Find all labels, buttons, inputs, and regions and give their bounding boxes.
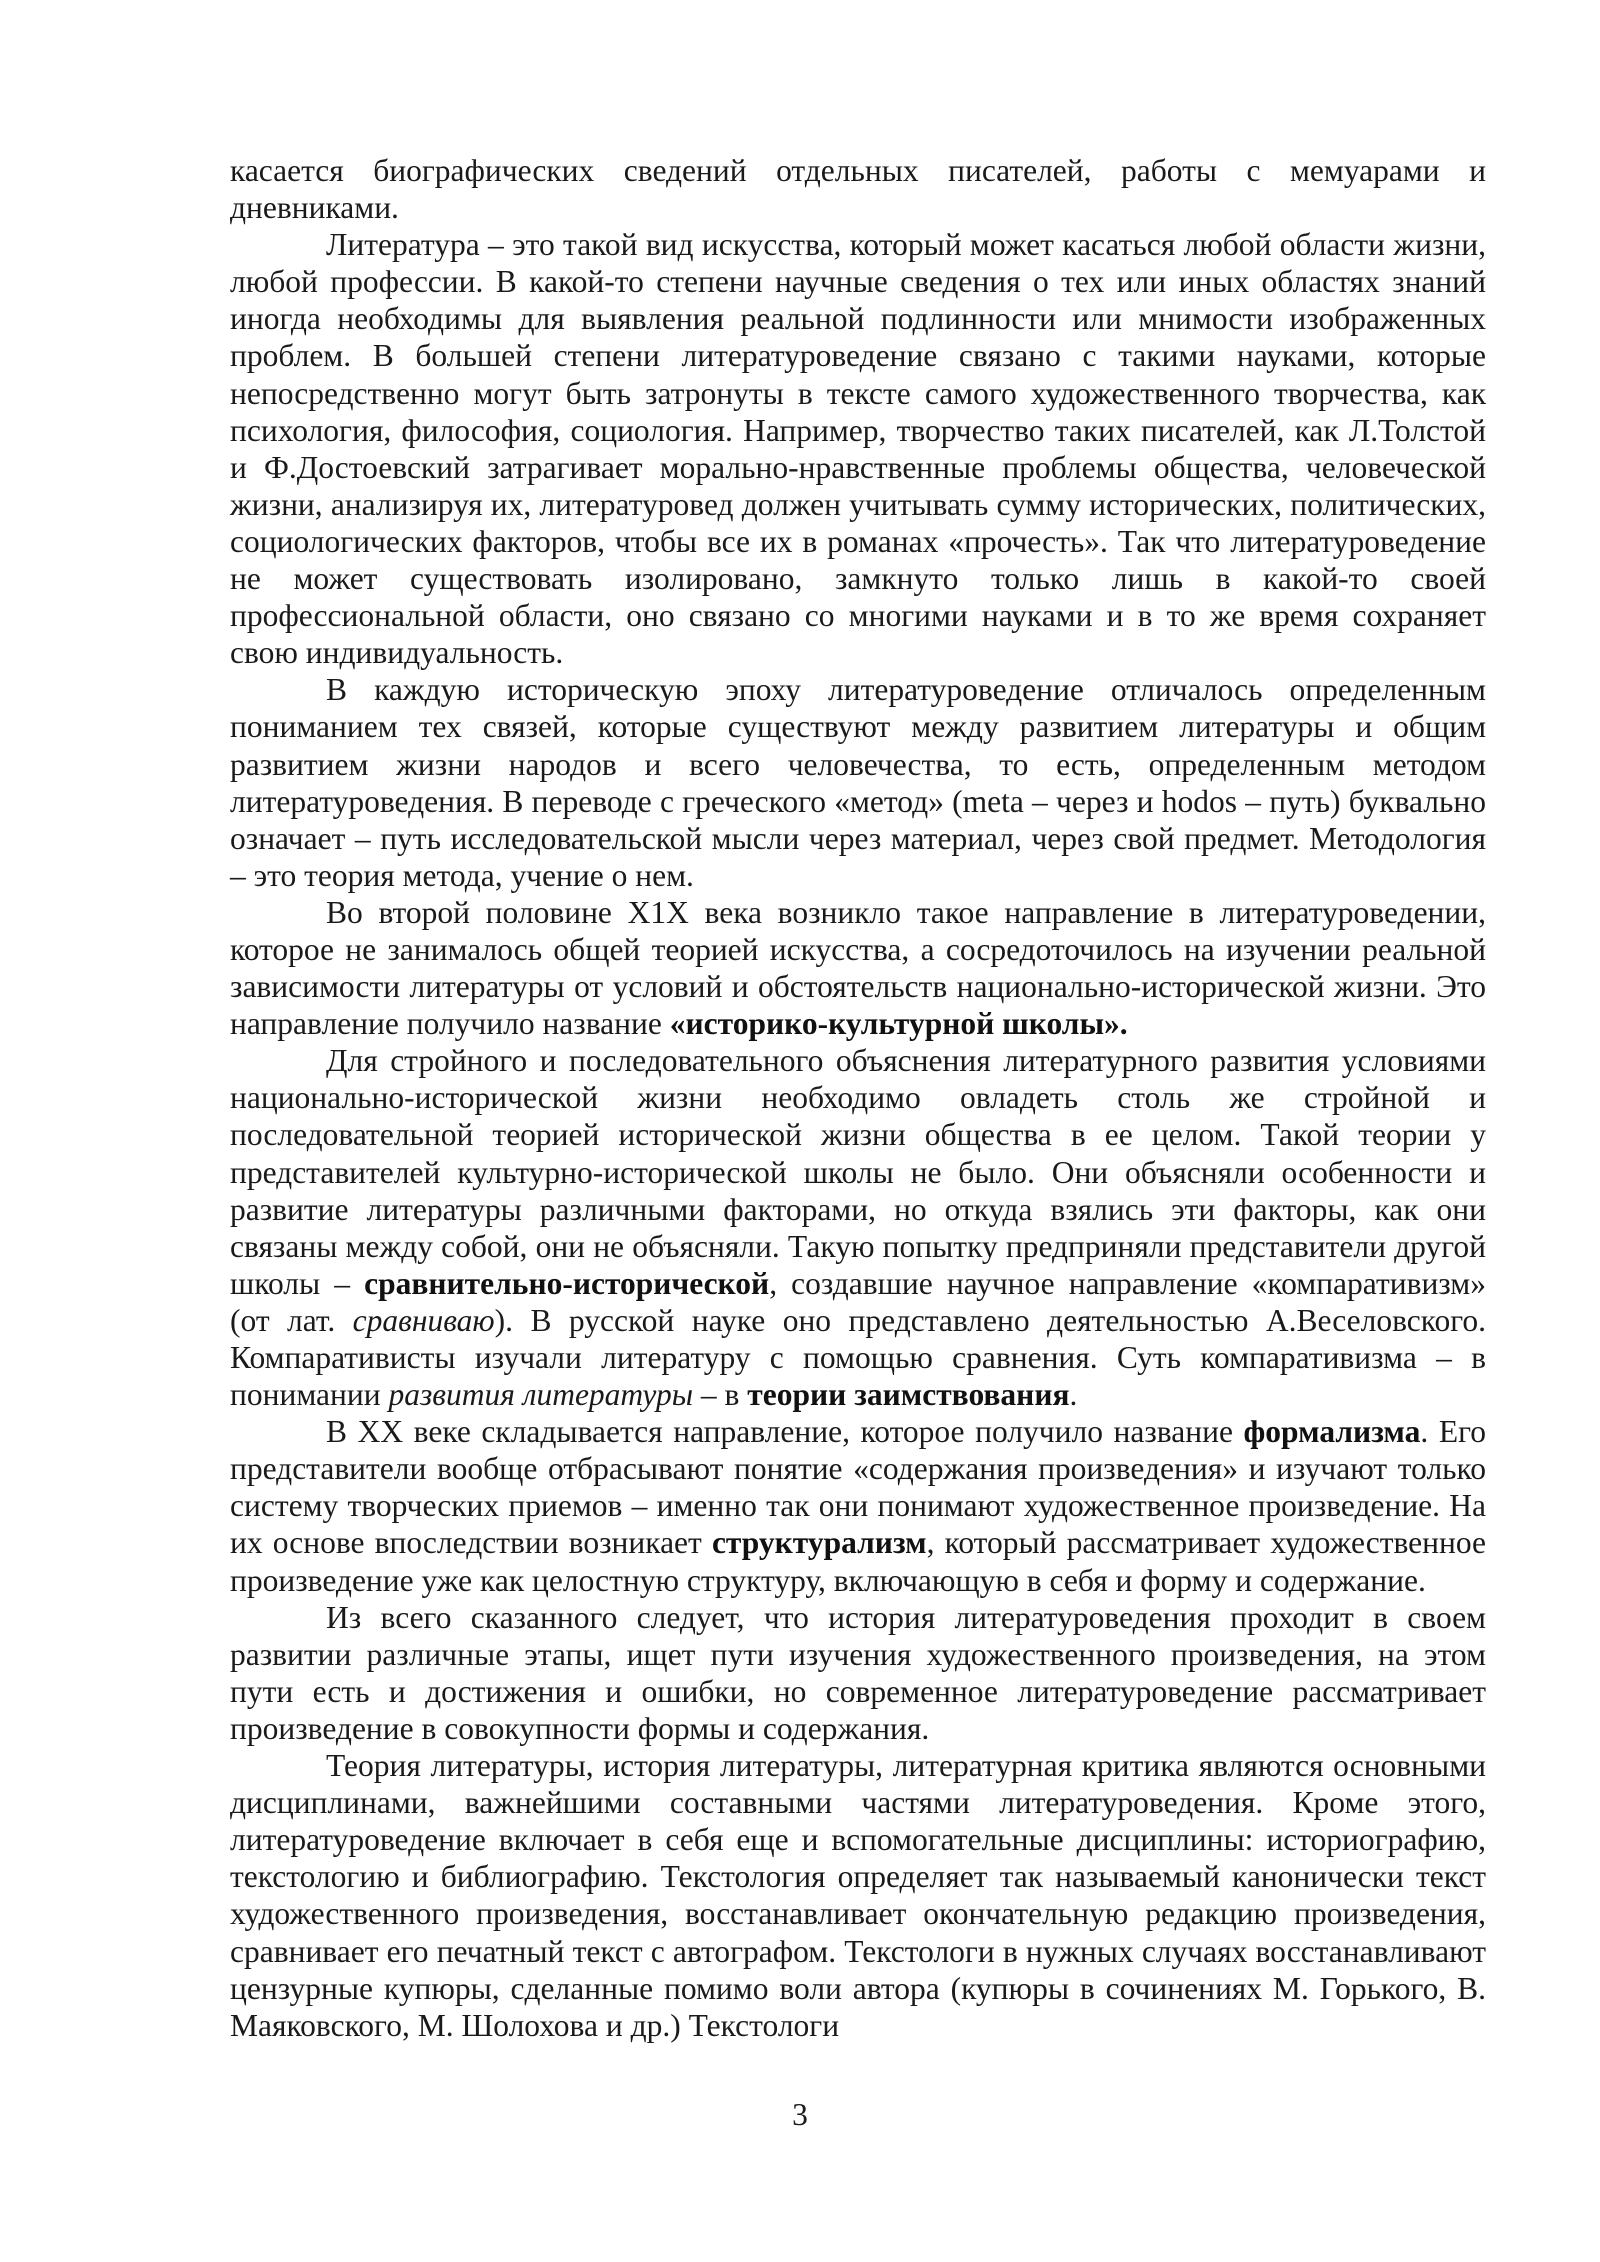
paragraph-5-text-5: . — [1069, 1377, 1078, 1413]
latin-translation: сравниваю — [352, 1302, 495, 1338]
paragraph-7: Из всего сказанного следует, что история литературоведения проходит в своем развитии различные этапы, ищет пути изучения художественного произведения, на этом пути есть и достижения и ошибки, но современное литературоведение рассматривает произведение в совокупности формы и содержания. — [230, 1599, 1486, 1746]
paragraph-5-text-1: Для стройного и последовательного объяснения литературного развития условиями национально-исторической жизни необходимо овладеть столь же стройной и последовательной теорией исторической жизни общества в ее целом. Такой теории у представителей культурно-исторической школы не было. Они объясняли особенности и развитие литературы различными факторами, но откуда взялись эти факторы, как они связаны между собой, они не объясняли. Такую попытку предприняли представители другой школы – — [230, 1043, 1486, 1301]
page-body — [230, 152, 1486, 2044]
paragraph-5-text-2: , создавшие научное направление «компаративизм» (от лат. — [230, 1265, 1486, 1338]
paragraph-4 — [230, 894, 1486, 1042]
paragraph-2: Литература – это такой вид искусства, который может касаться любой области жизни, любой профессии. В какой-то степени научные сведения о тех или иных областях знаний иногда необходимы для выявления реальной подлинности или мнимости изображенных проблем. В большей степени литературоведение связано с такими науками, которые непосредственно могут быть затронуты в тексте самого художественного творчества, как психология, философия, социология. Например, творчество таких писателей, как Л.Толстой и Ф.Достоевский затрагивает морально-нравственные проблемы общества, человеческой жизни, анализируя их, литературовед должен учитывать сумму исторических, политических, социологических факторов, чтобы все их в романах «прочесть». Так что литературоведение не может существовать изолировано, замкнуто только лишь в какой-то своей профессиональной области, оно связано со многими науками и в то же время сохраняет свою индивидуальность. — [230, 227, 1486, 671]
term-comparative-historical: сравнительно-исторической — [364, 1265, 770, 1301]
paragraph-3: В каждую историческую эпоху литературоведение отличалось определенным пониманием тех связей, которые существуют между развитием литературы и общим развитием жизни народов и всего человечества, то есть, определенным методом литературоведения. В переводе с греческого «метод» (meta – через и hodos – путь) буквально означает – путь исследовательской мысли через материал, через свой предмет. Методология – это теория метода, учение о нем. — [230, 672, 1486, 893]
page-number: 3 — [792, 2097, 808, 2132]
term-historical-cultural-school: «историко-культурной школы». — [669, 1006, 1128, 1042]
term-formalism: формализма — [1243, 1414, 1421, 1450]
paragraph-5-text-3: ). В русской науке оно представлено деятельностью А.Веселовского. Компаративисты изучали литературу с помощью сравнения. Суть компаративизма – в понимании — [230, 1302, 1486, 1413]
paragraph-5 — [230, 1042, 1486, 1413]
term-borrowing-theory: теории заимствования — [747, 1377, 1070, 1413]
paragraph-8: Теория литературы, история литературы, литературная критика являются основными дисциплинами, важнейшими составными частями литературоведения. Кроме этого, литературоведение включает в себя еще и вспомогательные дисциплины: историографию, текстологию и библиографию. Текстология определяет так называемый канонически текст художественного произведения, восстанавливает окончательную редакцию произведения, сравнивает его печатный текст с автографом. Текстологи в нужных случаях восстанавливают цензурные купюры, сделанные помимо воли автора (купюры в сочинениях М. Горького, В. Маяковского, М. Шолохова и др.) Текстологи — [230, 1748, 1486, 2043]
paragraph-6-text-3: , который рассматривает художественное произведение уже как целостную структуру, включающую в себя и форму и содержание. — [230, 1525, 1486, 1598]
paragraph-6-text-2: . Его представители вообще отбрасывают понятие «содержания произведения» и изучают только систему творческих приемов – именно так они понимают художественное произведение. На их основе впоследствии возникает — [230, 1414, 1486, 1561]
paragraph-5-text-4: – в — [693, 1377, 748, 1413]
paragraph-4-text: Во второй половине Х1Х века возникло такое направление в литературоведении, которое не занималось общей теорией искусства, а сосредоточилось на изучении реальной зависимости литературы от условий и обстоятельств национально-исторической жизни. Это направление получило название — [230, 894, 1486, 1042]
term-structuralism: структурализм — [711, 1525, 927, 1561]
paragraph-6-text-1: В ХХ веке складывается направление, которое получило название — [326, 1414, 1244, 1450]
phrase-literature-development: развития литературы — [388, 1377, 694, 1413]
paragraph-6 — [230, 1413, 1486, 1598]
paragraph-1: касается биографических сведений отдельных писателей, работы с мемуарами и дневниками. — [230, 153, 1486, 226]
